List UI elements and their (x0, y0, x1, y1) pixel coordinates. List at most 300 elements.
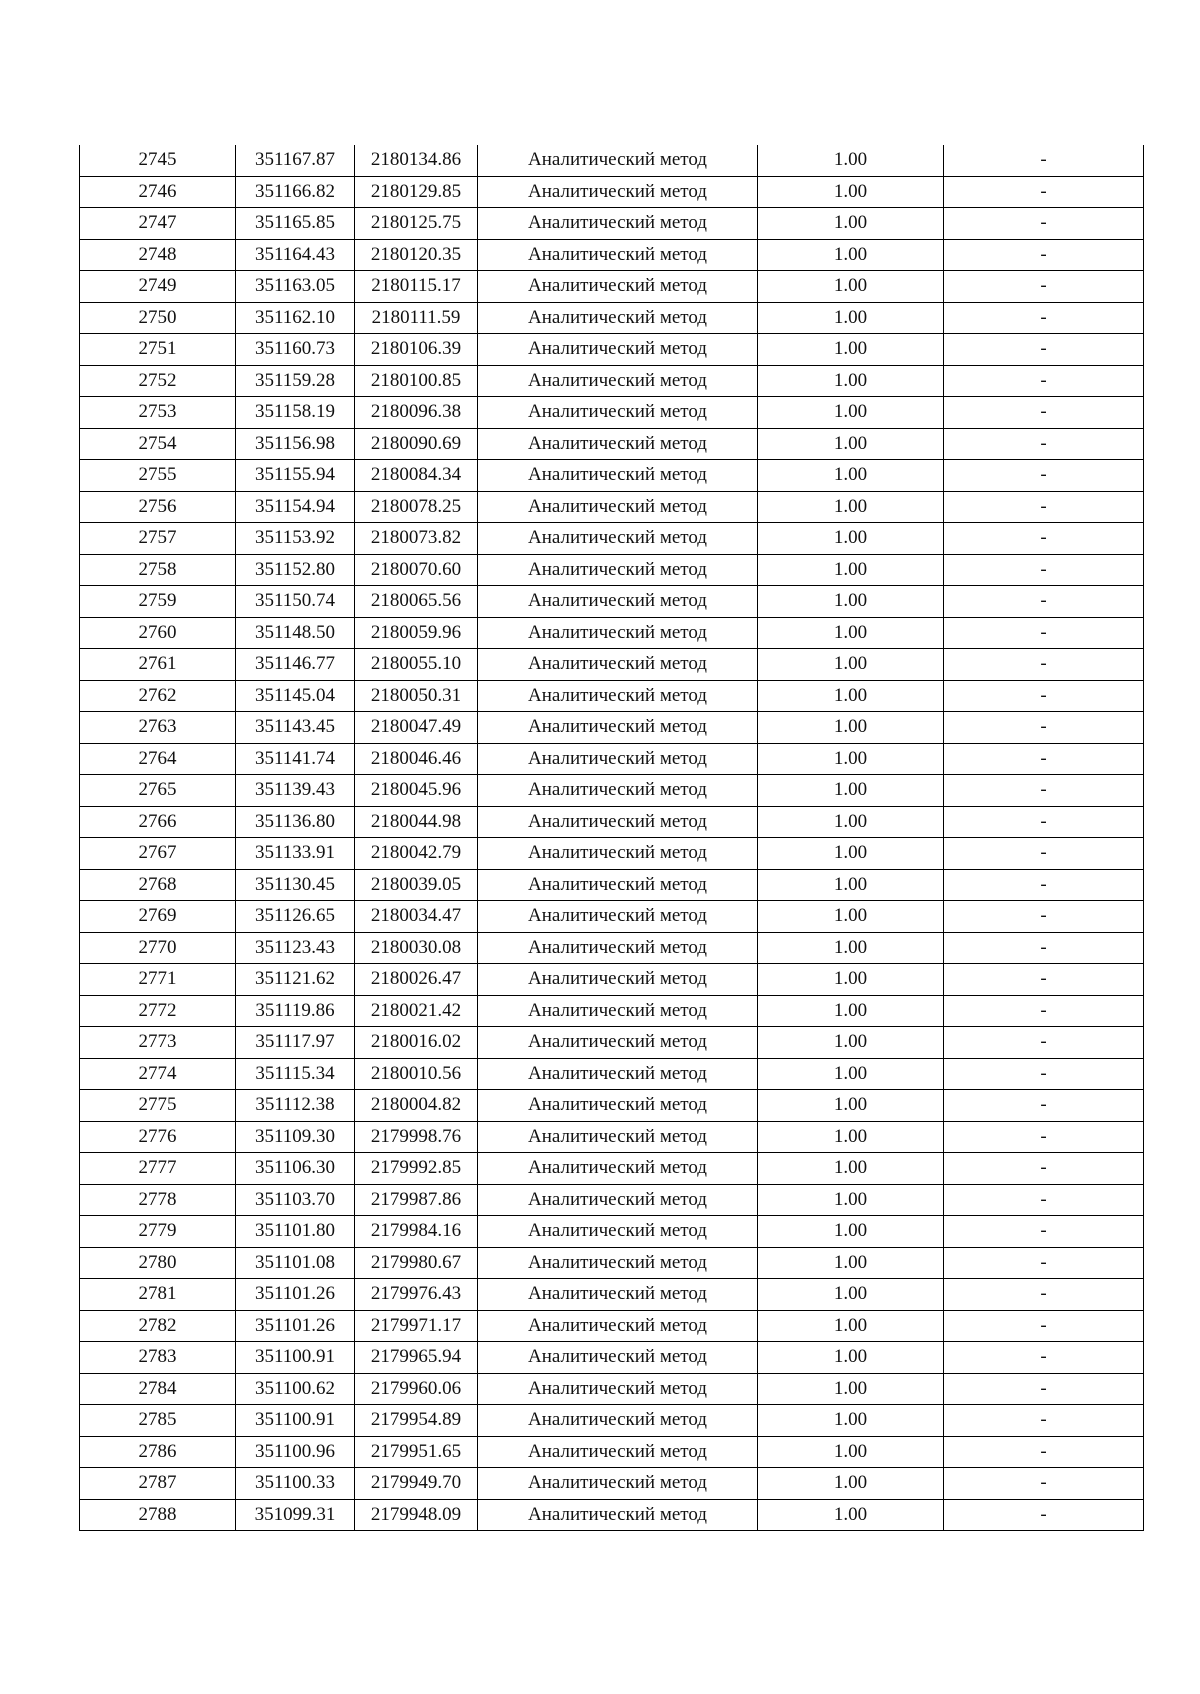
note-cell: - (944, 1436, 1144, 1468)
accuracy-cell: 1.00 (758, 145, 944, 176)
x-coordinate-cell: 351121.62 (236, 964, 355, 996)
y-coordinate-cell: 2180046.46 (355, 743, 478, 775)
method-cell: Аналитический метод (478, 1153, 758, 1185)
table-row (80, 743, 1144, 775)
y-coordinate-cell: 2180055.10 (355, 649, 478, 681)
accuracy-cell: 1.00 (758, 397, 944, 429)
y-coordinate-cell: 2180090.69 (355, 428, 478, 460)
method-cell: Аналитический метод (478, 995, 758, 1027)
y-coordinate-cell: 2180021.42 (355, 995, 478, 1027)
table-row (80, 1247, 1144, 1279)
y-coordinate-cell: 2179949.70 (355, 1468, 478, 1500)
note-cell: - (944, 523, 1144, 555)
method-cell: Аналитический метод (478, 365, 758, 397)
note-cell: - (944, 1310, 1144, 1342)
point-number-cell: 2775 (80, 1090, 236, 1122)
note-cell: - (944, 491, 1144, 523)
table-row (80, 617, 1144, 649)
y-coordinate-cell: 2179951.65 (355, 1436, 478, 1468)
note-cell: - (944, 680, 1144, 712)
point-number-cell: 2759 (80, 586, 236, 618)
point-number-cell: 2768 (80, 869, 236, 901)
point-number-cell: 2771 (80, 964, 236, 996)
point-number-cell: 2753 (80, 397, 236, 429)
table-row (80, 334, 1144, 366)
method-cell: Аналитический метод (478, 712, 758, 744)
accuracy-cell: 1.00 (758, 806, 944, 838)
accuracy-cell: 1.00 (758, 491, 944, 523)
note-cell: - (944, 1342, 1144, 1374)
point-number-cell: 2767 (80, 838, 236, 870)
note-cell: - (944, 271, 1144, 303)
x-coordinate-cell: 351109.30 (236, 1121, 355, 1153)
table-row (80, 145, 1144, 176)
y-coordinate-cell: 2180078.25 (355, 491, 478, 523)
point-number-cell: 2749 (80, 271, 236, 303)
x-coordinate-cell: 351101.08 (236, 1247, 355, 1279)
point-number-cell: 2755 (80, 460, 236, 492)
method-cell: Аналитический метод (478, 491, 758, 523)
y-coordinate-cell: 2180010.56 (355, 1058, 478, 1090)
accuracy-cell: 1.00 (758, 239, 944, 271)
x-coordinate-cell: 351158.19 (236, 397, 355, 429)
method-cell: Аналитический метод (478, 806, 758, 838)
y-coordinate-cell: 2180106.39 (355, 334, 478, 366)
point-number-cell: 2784 (80, 1373, 236, 1405)
y-coordinate-cell: 2180100.85 (355, 365, 478, 397)
note-cell: - (944, 1090, 1144, 1122)
table-row (80, 239, 1144, 271)
y-coordinate-cell: 2180042.79 (355, 838, 478, 870)
method-cell: Аналитический метод (478, 1027, 758, 1059)
accuracy-cell: 1.00 (758, 1247, 944, 1279)
note-cell: - (944, 1121, 1144, 1153)
note-cell: - (944, 712, 1144, 744)
x-coordinate-cell: 351123.43 (236, 932, 355, 964)
accuracy-cell: 1.00 (758, 1373, 944, 1405)
table-row (80, 1090, 1144, 1122)
point-number-cell: 2756 (80, 491, 236, 523)
note-cell: - (944, 1216, 1144, 1248)
method-cell: Аналитический метод (478, 617, 758, 649)
y-coordinate-cell: 2180125.75 (355, 208, 478, 240)
accuracy-cell: 1.00 (758, 460, 944, 492)
y-coordinate-cell: 2180047.49 (355, 712, 478, 744)
y-coordinate-cell: 2180134.86 (355, 145, 478, 176)
table-row (80, 302, 1144, 334)
x-coordinate-cell: 351159.28 (236, 365, 355, 397)
accuracy-cell: 1.00 (758, 1310, 944, 1342)
point-number-cell: 2773 (80, 1027, 236, 1059)
method-cell: Аналитический метод (478, 680, 758, 712)
accuracy-cell: 1.00 (758, 743, 944, 775)
x-coordinate-cell: 351106.30 (236, 1153, 355, 1185)
point-number-cell: 2761 (80, 649, 236, 681)
note-cell: - (944, 1373, 1144, 1405)
point-number-cell: 2757 (80, 523, 236, 555)
accuracy-cell: 1.00 (758, 176, 944, 208)
note-cell: - (944, 1058, 1144, 1090)
y-coordinate-cell: 2180059.96 (355, 617, 478, 649)
method-cell: Аналитический метод (478, 1216, 758, 1248)
y-coordinate-cell: 2180004.82 (355, 1090, 478, 1122)
table-row (80, 1373, 1144, 1405)
accuracy-cell: 1.00 (758, 586, 944, 618)
method-cell: Аналитический метод (478, 554, 758, 586)
accuracy-cell: 1.00 (758, 1342, 944, 1374)
point-number-cell: 2778 (80, 1184, 236, 1216)
accuracy-cell: 1.00 (758, 1153, 944, 1185)
method-cell: Аналитический метод (478, 964, 758, 996)
y-coordinate-cell: 2179971.17 (355, 1310, 478, 1342)
accuracy-cell: 1.00 (758, 1216, 944, 1248)
note-cell: - (944, 932, 1144, 964)
accuracy-cell: 1.00 (758, 712, 944, 744)
method-cell: Аналитический метод (478, 334, 758, 366)
x-coordinate-cell: 351165.85 (236, 208, 355, 240)
method-cell: Аналитический метод (478, 1373, 758, 1405)
point-number-cell: 2750 (80, 302, 236, 334)
table-row (80, 1499, 1144, 1531)
y-coordinate-cell: 2179992.85 (355, 1153, 478, 1185)
point-number-cell: 2777 (80, 1153, 236, 1185)
method-cell: Аналитический метод (478, 838, 758, 870)
table-row (80, 1436, 1144, 1468)
method-cell: Аналитический метод (478, 743, 758, 775)
accuracy-cell: 1.00 (758, 617, 944, 649)
x-coordinate-cell: 351099.31 (236, 1499, 355, 1531)
x-coordinate-cell: 351150.74 (236, 586, 355, 618)
x-coordinate-cell: 351100.91 (236, 1405, 355, 1437)
method-cell: Аналитический метод (478, 1468, 758, 1500)
point-number-cell: 2765 (80, 775, 236, 807)
x-coordinate-cell: 351100.62 (236, 1373, 355, 1405)
method-cell: Аналитический метод (478, 397, 758, 429)
x-coordinate-cell: 351145.04 (236, 680, 355, 712)
table-row (80, 1184, 1144, 1216)
table-row (80, 1216, 1144, 1248)
table-row (80, 1153, 1144, 1185)
accuracy-cell: 1.00 (758, 995, 944, 1027)
note-cell: - (944, 1027, 1144, 1059)
y-coordinate-cell: 2180129.85 (355, 176, 478, 208)
note-cell: - (944, 302, 1144, 334)
note-cell: - (944, 176, 1144, 208)
x-coordinate-cell: 351130.45 (236, 869, 355, 901)
x-coordinate-cell: 351163.05 (236, 271, 355, 303)
accuracy-cell: 1.00 (758, 302, 944, 334)
method-cell: Аналитический метод (478, 460, 758, 492)
accuracy-cell: 1.00 (758, 1027, 944, 1059)
x-coordinate-cell: 351146.77 (236, 649, 355, 681)
accuracy-cell: 1.00 (758, 775, 944, 807)
method-cell: Аналитический метод (478, 1310, 758, 1342)
point-number-cell: 2766 (80, 806, 236, 838)
table-row (80, 271, 1144, 303)
y-coordinate-cell: 2180073.82 (355, 523, 478, 555)
table-body (80, 145, 1144, 1531)
point-number-cell: 2747 (80, 208, 236, 240)
point-number-cell: 2760 (80, 617, 236, 649)
x-coordinate-cell: 351153.92 (236, 523, 355, 555)
note-cell: - (944, 1184, 1144, 1216)
table-row (80, 586, 1144, 618)
accuracy-cell: 1.00 (758, 1121, 944, 1153)
accuracy-cell: 1.00 (758, 680, 944, 712)
table-row (80, 1027, 1144, 1059)
note-cell: - (944, 1499, 1144, 1531)
accuracy-cell: 1.00 (758, 1184, 944, 1216)
note-cell: - (944, 964, 1144, 996)
note-cell: - (944, 1405, 1144, 1437)
table-row (80, 554, 1144, 586)
point-number-cell: 2762 (80, 680, 236, 712)
point-number-cell: 2774 (80, 1058, 236, 1090)
x-coordinate-cell: 351101.80 (236, 1216, 355, 1248)
point-number-cell: 2754 (80, 428, 236, 460)
table-row (80, 1310, 1144, 1342)
y-coordinate-cell: 2180039.05 (355, 869, 478, 901)
point-number-cell: 2783 (80, 1342, 236, 1374)
accuracy-cell: 1.00 (758, 1499, 944, 1531)
method-cell: Аналитический метод (478, 649, 758, 681)
y-coordinate-cell: 2179954.89 (355, 1405, 478, 1437)
note-cell: - (944, 838, 1144, 870)
table-row (80, 806, 1144, 838)
accuracy-cell: 1.00 (758, 964, 944, 996)
note-cell: - (944, 1153, 1144, 1185)
y-coordinate-cell: 2180120.35 (355, 239, 478, 271)
accuracy-cell: 1.00 (758, 1468, 944, 1500)
point-number-cell: 2769 (80, 901, 236, 933)
note-cell: - (944, 743, 1144, 775)
note-cell: - (944, 334, 1144, 366)
point-number-cell: 2785 (80, 1405, 236, 1437)
note-cell: - (944, 239, 1144, 271)
table-row (80, 649, 1144, 681)
point-number-cell: 2786 (80, 1436, 236, 1468)
table-row (80, 1405, 1144, 1437)
y-coordinate-cell: 2179987.86 (355, 1184, 478, 1216)
table-row (80, 932, 1144, 964)
method-cell: Аналитический метод (478, 1247, 758, 1279)
note-cell: - (944, 901, 1144, 933)
y-coordinate-cell: 2180111.59 (355, 302, 478, 334)
accuracy-cell: 1.00 (758, 932, 944, 964)
table-row (80, 1121, 1144, 1153)
table-row (80, 964, 1144, 996)
point-number-cell: 2746 (80, 176, 236, 208)
table-row (80, 428, 1144, 460)
method-cell: Аналитический метод (478, 775, 758, 807)
x-coordinate-cell: 351101.26 (236, 1310, 355, 1342)
accuracy-cell: 1.00 (758, 365, 944, 397)
note-cell: - (944, 1468, 1144, 1500)
x-coordinate-cell: 351154.94 (236, 491, 355, 523)
note-cell: - (944, 460, 1144, 492)
table-row (80, 775, 1144, 807)
table-row (80, 995, 1144, 1027)
method-cell: Аналитический метод (478, 1058, 758, 1090)
method-cell: Аналитический метод (478, 1184, 758, 1216)
table-row (80, 397, 1144, 429)
note-cell: - (944, 428, 1144, 460)
method-cell: Аналитический метод (478, 1405, 758, 1437)
method-cell: Аналитический метод (478, 586, 758, 618)
y-coordinate-cell: 2180115.17 (355, 271, 478, 303)
x-coordinate-cell: 351100.33 (236, 1468, 355, 1500)
point-number-cell: 2764 (80, 743, 236, 775)
y-coordinate-cell: 2179965.94 (355, 1342, 478, 1374)
table-row (80, 869, 1144, 901)
x-coordinate-cell: 351152.80 (236, 554, 355, 586)
method-cell: Аналитический метод (478, 1121, 758, 1153)
note-cell: - (944, 775, 1144, 807)
y-coordinate-cell: 2180026.47 (355, 964, 478, 996)
table-row (80, 712, 1144, 744)
y-coordinate-cell: 2179980.67 (355, 1247, 478, 1279)
method-cell: Аналитический метод (478, 208, 758, 240)
point-number-cell: 2788 (80, 1499, 236, 1531)
x-coordinate-cell: 351100.91 (236, 1342, 355, 1374)
y-coordinate-cell: 2180065.56 (355, 586, 478, 618)
method-cell: Аналитический метод (478, 523, 758, 555)
note-cell: - (944, 208, 1144, 240)
table-row (80, 208, 1144, 240)
note-cell: - (944, 649, 1144, 681)
table-row (80, 460, 1144, 492)
table-row (80, 176, 1144, 208)
point-number-cell: 2770 (80, 932, 236, 964)
note-cell: - (944, 586, 1144, 618)
point-number-cell: 2781 (80, 1279, 236, 1311)
x-coordinate-cell: 351136.80 (236, 806, 355, 838)
x-coordinate-cell: 351164.43 (236, 239, 355, 271)
x-coordinate-cell: 351155.94 (236, 460, 355, 492)
y-coordinate-cell: 2179960.06 (355, 1373, 478, 1405)
x-coordinate-cell: 351103.70 (236, 1184, 355, 1216)
accuracy-cell: 1.00 (758, 1090, 944, 1122)
point-number-cell: 2763 (80, 712, 236, 744)
point-number-cell: 2758 (80, 554, 236, 586)
x-coordinate-cell: 351160.73 (236, 334, 355, 366)
accuracy-cell: 1.00 (758, 1405, 944, 1437)
y-coordinate-cell: 2180044.98 (355, 806, 478, 838)
x-coordinate-cell: 351167.87 (236, 145, 355, 176)
method-cell: Аналитический метод (478, 145, 758, 176)
x-coordinate-cell: 351115.34 (236, 1058, 355, 1090)
accuracy-cell: 1.00 (758, 838, 944, 870)
note-cell: - (944, 1247, 1144, 1279)
y-coordinate-cell: 2180034.47 (355, 901, 478, 933)
x-coordinate-cell: 351126.65 (236, 901, 355, 933)
accuracy-cell: 1.00 (758, 523, 944, 555)
note-cell: - (944, 869, 1144, 901)
x-coordinate-cell: 351119.86 (236, 995, 355, 1027)
method-cell: Аналитический метод (478, 901, 758, 933)
accuracy-cell: 1.00 (758, 554, 944, 586)
y-coordinate-cell: 2179998.76 (355, 1121, 478, 1153)
y-coordinate-cell: 2180096.38 (355, 397, 478, 429)
note-cell: - (944, 554, 1144, 586)
y-coordinate-cell: 2180070.60 (355, 554, 478, 586)
point-number-cell: 2782 (80, 1310, 236, 1342)
method-cell: Аналитический метод (478, 1342, 758, 1374)
accuracy-cell: 1.00 (758, 1436, 944, 1468)
note-cell: - (944, 617, 1144, 649)
point-number-cell: 2772 (80, 995, 236, 1027)
method-cell: Аналитический метод (478, 428, 758, 460)
table-row (80, 1279, 1144, 1311)
table-row (80, 1468, 1144, 1500)
y-coordinate-cell: 2180016.02 (355, 1027, 478, 1059)
accuracy-cell: 1.00 (758, 428, 944, 460)
y-coordinate-cell: 2179948.09 (355, 1499, 478, 1531)
note-cell: - (944, 1279, 1144, 1311)
method-cell: Аналитический метод (478, 1279, 758, 1311)
x-coordinate-cell: 351139.43 (236, 775, 355, 807)
point-number-cell: 2776 (80, 1121, 236, 1153)
method-cell: Аналитический метод (478, 869, 758, 901)
point-number-cell: 2748 (80, 239, 236, 271)
note-cell: - (944, 365, 1144, 397)
x-coordinate-cell: 351166.82 (236, 176, 355, 208)
y-coordinate-cell: 2180050.31 (355, 680, 478, 712)
x-coordinate-cell: 351112.38 (236, 1090, 355, 1122)
accuracy-cell: 1.00 (758, 1058, 944, 1090)
x-coordinate-cell: 351162.10 (236, 302, 355, 334)
table-row (80, 838, 1144, 870)
table-row (80, 1058, 1144, 1090)
point-number-cell: 2780 (80, 1247, 236, 1279)
x-coordinate-cell: 351143.45 (236, 712, 355, 744)
method-cell: Аналитический метод (478, 302, 758, 334)
x-coordinate-cell: 351133.91 (236, 838, 355, 870)
x-coordinate-cell: 351100.96 (236, 1436, 355, 1468)
y-coordinate-cell: 2179984.16 (355, 1216, 478, 1248)
method-cell: Аналитический метод (478, 271, 758, 303)
accuracy-cell: 1.00 (758, 869, 944, 901)
note-cell: - (944, 806, 1144, 838)
note-cell: - (944, 397, 1144, 429)
point-number-cell: 2752 (80, 365, 236, 397)
point-number-cell: 2787 (80, 1468, 236, 1500)
x-coordinate-cell: 351101.26 (236, 1279, 355, 1311)
point-number-cell: 2751 (80, 334, 236, 366)
table-row (80, 491, 1144, 523)
method-cell: Аналитический метод (478, 932, 758, 964)
accuracy-cell: 1.00 (758, 649, 944, 681)
table-row (80, 365, 1144, 397)
table-row (80, 523, 1144, 555)
method-cell: Аналитический метод (478, 176, 758, 208)
accuracy-cell: 1.00 (758, 271, 944, 303)
x-coordinate-cell: 351117.97 (236, 1027, 355, 1059)
table-row (80, 901, 1144, 933)
point-number-cell: 2745 (80, 145, 236, 176)
y-coordinate-cell: 2180030.08 (355, 932, 478, 964)
accuracy-cell: 1.00 (758, 901, 944, 933)
x-coordinate-cell: 351156.98 (236, 428, 355, 460)
x-coordinate-cell: 351141.74 (236, 743, 355, 775)
accuracy-cell: 1.00 (758, 1279, 944, 1311)
method-cell: Аналитический метод (478, 1436, 758, 1468)
table-row (80, 680, 1144, 712)
point-number-cell: 2779 (80, 1216, 236, 1248)
accuracy-cell: 1.00 (758, 334, 944, 366)
x-coordinate-cell: 351148.50 (236, 617, 355, 649)
method-cell: Аналитический метод (478, 1499, 758, 1531)
